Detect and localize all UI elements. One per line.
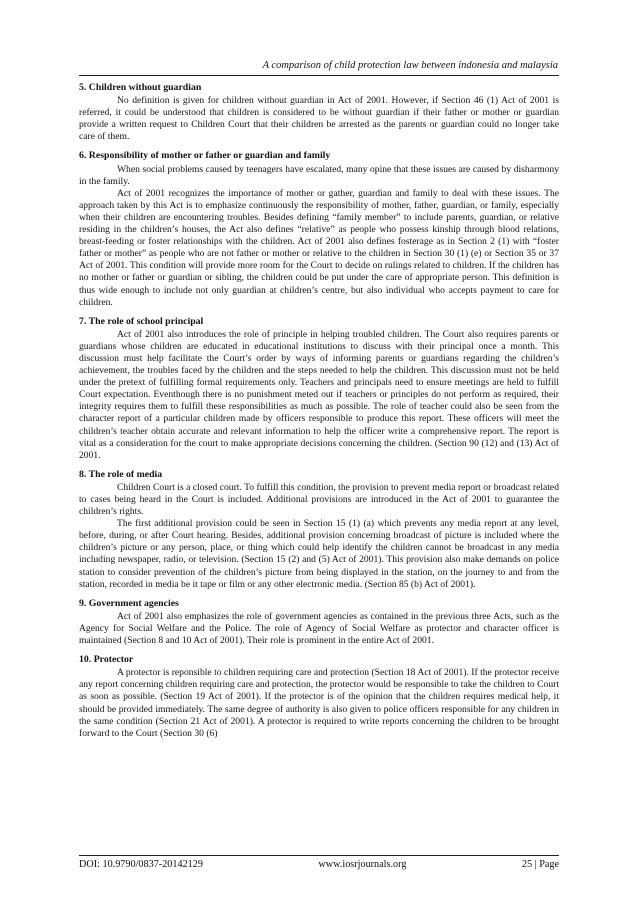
section-role-of-media [79,469,559,591]
header-rule [79,75,559,76]
section-school-principal [79,316,559,462]
paragraph: A protector is reponsible to children requiring care and protection (Section 18 Act of 2001). If the protector receive any report concerning children requiring care and protection, the protector would be responsible to take the children to Court as soon as possible. (Section 19 Act of 2001). If the protector is of the opinion that the children requires medical help, it should be provided immediately. The same degree of authority is also given to police officers responsible for any children in the same condition (Section 21 Act of 2001). A protector is required to write reports concerning the children to be brought forward to the Court (Section 30 (6) [79,667,559,739]
section-heading: 10. Protector [79,654,134,666]
paragraph: Act of 2001 also introduces the role of principle in helping troubled children. The Court also requires parents or guardians whose children are educated in educational institutions to discuss with their principal once a month. This discussion must help facilitate the Court’s order by ways of informing parents or guardians regarding the children’s achievement, the troubles faced by the children and the steps needed to help the children. This discussion must not be held under the pretext of fulfilling formal requirements only. Teachers and principals need to ensure meetings are held to fulfill Court expectation. Eventhough there is no punishment meted out if teachers or principles do not perform as required, their integrity requires them to fulfill these responsibilities as much as possible. The role of teacher could also be seen from the character report of a particular children made by officers responsible to produce this report. These officers will meet the children’s teacher obtain accurate and relevant information to help the officer write a comprehensive report. The report is vital as a consideration for the court to make appropriate decisions concerning the children. (Section 90 (12) and (13) Act of 2001. [79,328,559,461]
section-children-without-guardian [79,82,559,143]
section-heading: 8. The role of media [79,468,163,480]
footer-page-number: 25 | Page [521,859,559,870]
section-protector [79,654,559,740]
paragraph: Act of 2001 recognizes the importance of mother or gather, guardian and family to deal with these issues. The approach taken by this Act is to emphasize continuously the responsibility of mother, father, guardian, or family, especially when their children are encountering troubles. Besides defining “family member” to include parents, guardian, or relative residing in the children’s houses, the Act also defines “relative” as people who possess kinship through blood relations, breast-feeding or foster relationships with the children. Act of 2001 also defines fosterage as in Section 2 (1) with “foster father or mother” as people who are not father or mother or relative to the children in Section 30 (1) (e) or Section 35 or 37 Act of 2001. This condition will provide more room for the Court to decide on rulings related to children. If the children has no mother or father or guardian or sibling, the children could be put under the care of appropriate person. This definition is thus wide enough to include not only guardian at children’s centre, but also individual who accepts payment to care for children. [79,187,559,308]
paragraph: The first additional provision could be seen in Section 15 (1) (a) which prevents any media report at any level, before, during, or after Court hearing. Besides, additional provision concerning broadcast of picture is included where the children’s picture or any person, place, or thing which could help identify the children cannot be broadcast in any media including newspaper, radio, or television. (Section 15 (2) and (5) Act of 2001). This provision also make demands on police station to consider prevention of the children’s picture from being displayed in the station, on the journey to and from the station, recorded in media be it tape or film or any other electronic media. (Section 85 (b) Act of 2001). [79,518,559,590]
section-heading: 7. The role of school principal [79,315,204,327]
article-body [79,82,559,747]
footer-website-link[interactable]: www.iosrjournals.org [318,859,407,870]
running-title: A comparison of child protection law between indonesia and malaysia [262,60,558,71]
section-government-agencies [79,598,559,647]
section-heading: 9. Government agencies [79,597,179,609]
section-heading: 5. Children without guardian [79,82,202,93]
section-responsibility-family [79,150,559,308]
page-footer [79,859,559,870]
paragraph: When social problems caused by teenagers have escalated, many opine that these issues are caused by disharmony in the family. [79,163,559,187]
paragraph: No definition is given for children without guardian in Act of 2001. However, if Section 46 (1) Act of 2001 is referred, it could be understood that children is considered to be without guardian if their father or mother or guardian provide a written request to Children Court that their children be arrested as the parents or guardian could no longer take care of them. [79,95,559,143]
paragraph: Children Court is a closed court. To fulfill this condition, the provision to prevent media report or broadcast related to cases being heard in the Court is included. Additional provisions are introduced in the Act of 2001 to guarantee the children’s rights. [79,481,559,518]
footer-rule [79,855,559,856]
footer-doi: DOI: 10.9790/0837-20142129 [79,859,203,870]
paragraph: Act of 2001 also emphasizes the role of government agencies as contained in the previous three Acts, such as the Agency for Social Welfare and the Police. The role of Agency of Social Welfare as protector and character officer is maintained (Section 8 and 10 Act of 2001). Their role is prominent in the entire Act of 2001. [79,610,559,647]
section-heading: 6. Responsibility of mother or father or guardian and family [79,150,331,162]
